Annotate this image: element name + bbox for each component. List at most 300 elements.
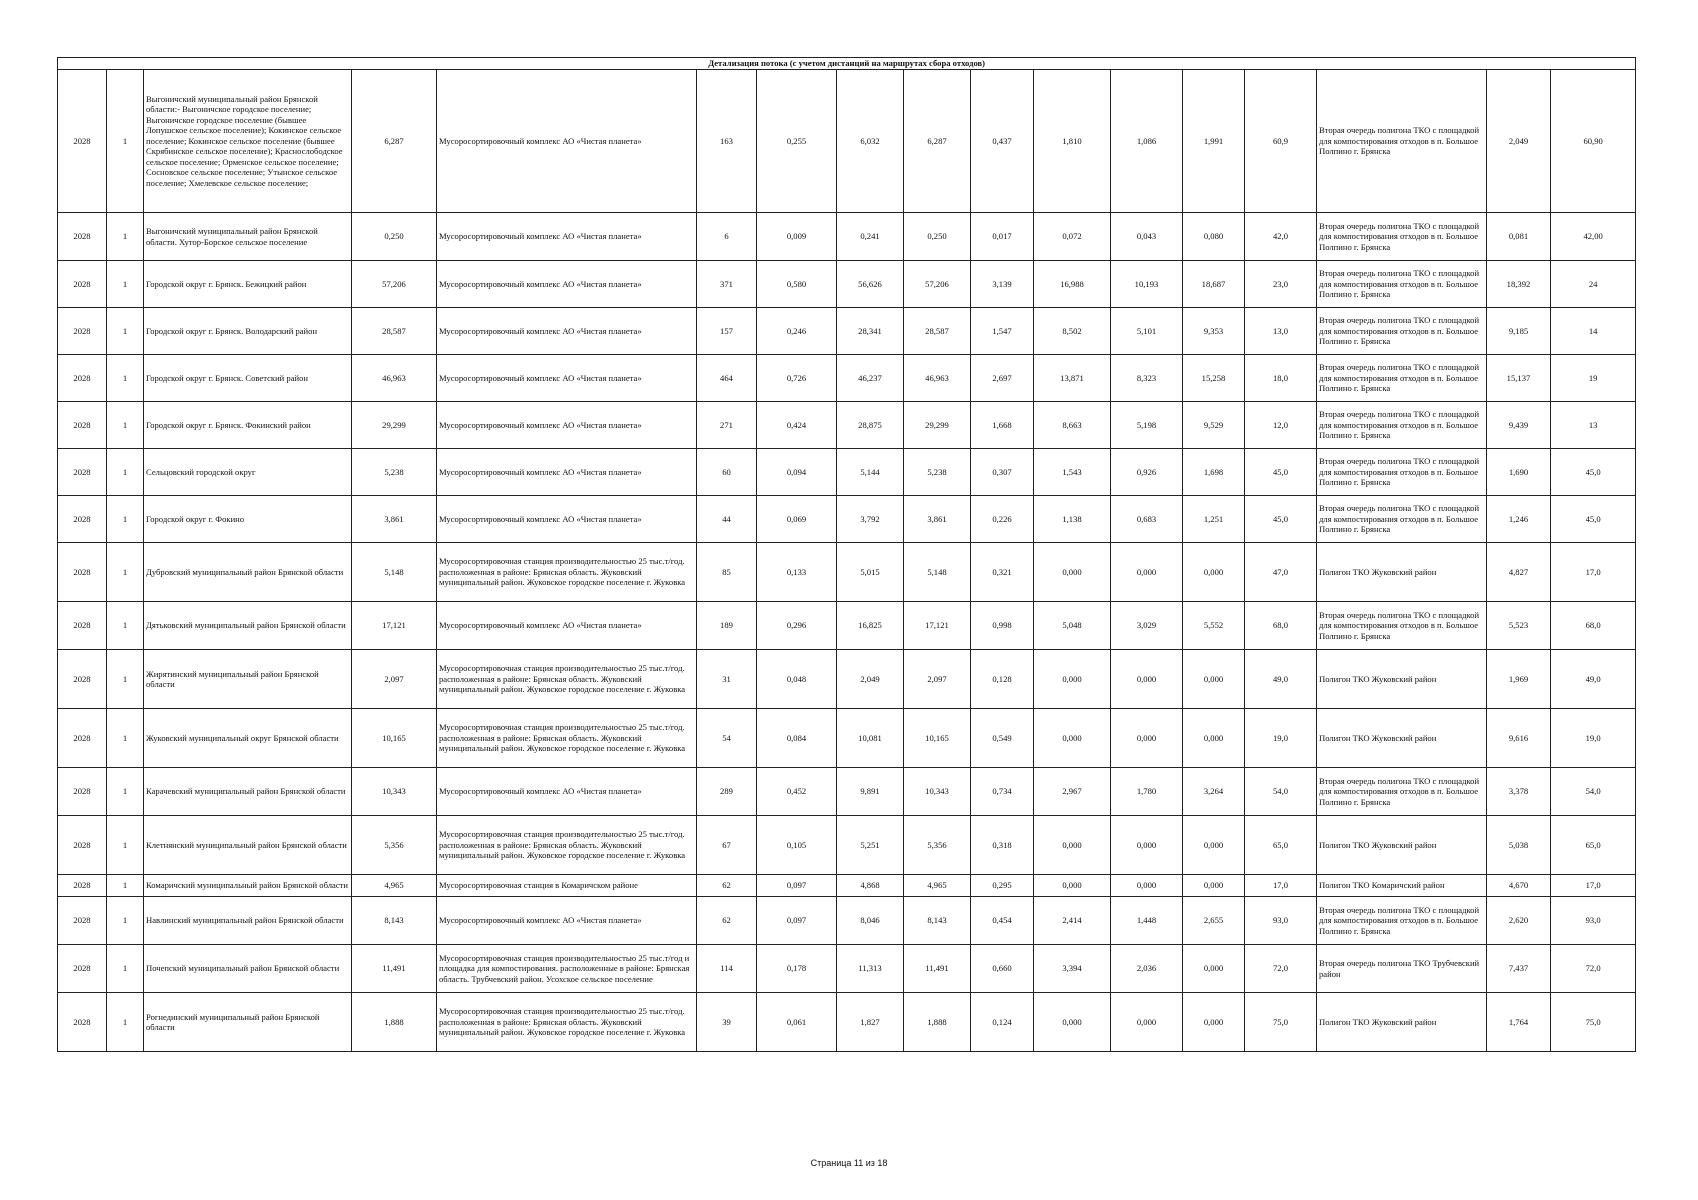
municipality-cell: Рогнединский муниципальный район Брянской области bbox=[144, 993, 352, 1052]
flow-detail-table bbox=[57, 57, 1636, 1052]
value-b-cell: 2,049 bbox=[837, 650, 904, 709]
distance-cell: 93,0 bbox=[1245, 897, 1317, 945]
trips-cell: 6 bbox=[697, 213, 757, 261]
value-b-cell: 9,891 bbox=[837, 768, 904, 816]
value-f-cell: 2,036 bbox=[1111, 945, 1183, 993]
value-d-cell: 0,295 bbox=[971, 875, 1034, 897]
queue-cell: 1 bbox=[107, 768, 144, 816]
value-d-cell: 0,998 bbox=[971, 602, 1034, 650]
value-g-cell: 0,000 bbox=[1183, 945, 1245, 993]
trips-cell: 54 bbox=[697, 709, 757, 768]
value-f-cell: 0,000 bbox=[1111, 650, 1183, 709]
value-e-cell: 0,072 bbox=[1034, 213, 1111, 261]
mass-total-cell: 2,097 bbox=[352, 650, 437, 709]
landfill-cell: Вторая очередь полигона ТКО с площадкой для компостирования отходов в п. Большое Полпино г. Брянска bbox=[1317, 70, 1487, 213]
value-d-cell: 0,318 bbox=[971, 816, 1034, 875]
mass-total-cell: 5,238 bbox=[352, 449, 437, 496]
value-b-cell: 56,626 bbox=[837, 261, 904, 308]
queue-cell: 1 bbox=[107, 308, 144, 355]
value-e-cell: 1,138 bbox=[1034, 496, 1111, 543]
trips-cell: 289 bbox=[697, 768, 757, 816]
landfill-mass-cell: 18,392 bbox=[1487, 261, 1551, 308]
mass-total-cell: 17,121 bbox=[352, 602, 437, 650]
value-e-cell: 0,000 bbox=[1034, 875, 1111, 897]
value-b-cell: 28,341 bbox=[837, 308, 904, 355]
landfill-mass-cell: 15,137 bbox=[1487, 355, 1551, 402]
value-g-cell: 0,000 bbox=[1183, 650, 1245, 709]
landfill-mass-cell: 7,437 bbox=[1487, 945, 1551, 993]
facility-cell: Мусоросортировочная станция производительностью 25 тыс.т/год. расположенная в районе: Брянская область. Жуковский муниципальный район. Жуковское городское поселение г. Жуковка bbox=[437, 993, 697, 1052]
municipality-cell: Городской округ г. Брянск. Советский район bbox=[144, 355, 352, 402]
landfill-distance-cell: 45,0 bbox=[1551, 496, 1636, 543]
table-row bbox=[58, 355, 1636, 402]
table-row bbox=[58, 496, 1636, 543]
landfill-mass-cell: 4,827 bbox=[1487, 543, 1551, 602]
value-b-cell: 46,237 bbox=[837, 355, 904, 402]
landfill-cell: Полигон ТКО Жуковский район bbox=[1317, 709, 1487, 768]
distance-cell: 75,0 bbox=[1245, 993, 1317, 1052]
value-g-cell: 1,991 bbox=[1183, 70, 1245, 213]
landfill-mass-cell: 5,523 bbox=[1487, 602, 1551, 650]
mass-total-cell: 5,148 bbox=[352, 543, 437, 602]
landfill-cell: Вторая очередь полигона ТКО с площадкой для компостирования отходов в п. Большое Полпино г. Брянска bbox=[1317, 897, 1487, 945]
distance-cell: 45,0 bbox=[1245, 496, 1317, 543]
value-d-cell: 2,697 bbox=[971, 355, 1034, 402]
value-c-cell: 29,299 bbox=[904, 402, 971, 449]
value-g-cell: 0,000 bbox=[1183, 875, 1245, 897]
table-row bbox=[58, 308, 1636, 355]
value-f-cell: 1,448 bbox=[1111, 897, 1183, 945]
landfill-cell: Вторая очередь полигона ТКО с площадкой для компостирования отходов в п. Большое Полпино г. Брянска bbox=[1317, 213, 1487, 261]
value-a-cell: 0,178 bbox=[757, 945, 837, 993]
value-c-cell: 46,963 bbox=[904, 355, 971, 402]
landfill-distance-cell: 17,0 bbox=[1551, 543, 1636, 602]
year-cell: 2028 bbox=[58, 709, 107, 768]
landfill-cell: Вторая очередь полигона ТКО с площадкой для компостирования отходов в п. Большое Полпино г. Брянска bbox=[1317, 355, 1487, 402]
municipality-cell: Дубровский муниципальный район Брянской области bbox=[144, 543, 352, 602]
trips-cell: 67 bbox=[697, 816, 757, 875]
distance-cell: 18,0 bbox=[1245, 355, 1317, 402]
mass-total-cell: 8,143 bbox=[352, 897, 437, 945]
value-g-cell: 1,251 bbox=[1183, 496, 1245, 543]
value-c-cell: 10,343 bbox=[904, 768, 971, 816]
mass-total-cell: 10,165 bbox=[352, 709, 437, 768]
value-d-cell: 1,547 bbox=[971, 308, 1034, 355]
value-b-cell: 5,144 bbox=[837, 449, 904, 496]
facility-cell: Мусоросортировочный комплекс АО «Чистая планета» bbox=[437, 213, 697, 261]
landfill-distance-cell: 14 bbox=[1551, 308, 1636, 355]
municipality-cell: Городской округ г. Брянск. Бежицкий район bbox=[144, 261, 352, 308]
value-d-cell: 3,139 bbox=[971, 261, 1034, 308]
value-g-cell: 0,000 bbox=[1183, 993, 1245, 1052]
value-b-cell: 8,046 bbox=[837, 897, 904, 945]
queue-cell: 1 bbox=[107, 543, 144, 602]
table-row bbox=[58, 993, 1636, 1052]
municipality-cell: Городской округ г. Брянск. Фокинский район bbox=[144, 402, 352, 449]
value-f-cell: 8,323 bbox=[1111, 355, 1183, 402]
landfill-mass-cell: 9,185 bbox=[1487, 308, 1551, 355]
value-d-cell: 1,668 bbox=[971, 402, 1034, 449]
mass-total-cell: 46,963 bbox=[352, 355, 437, 402]
landfill-mass-cell: 0,081 bbox=[1487, 213, 1551, 261]
year-cell: 2028 bbox=[58, 768, 107, 816]
queue-cell: 1 bbox=[107, 70, 144, 213]
value-b-cell: 4,868 bbox=[837, 875, 904, 897]
value-g-cell: 0,080 bbox=[1183, 213, 1245, 261]
value-d-cell: 0,017 bbox=[971, 213, 1034, 261]
value-a-cell: 0,105 bbox=[757, 816, 837, 875]
municipality-cell: Комаричский муниципальный район Брянской области bbox=[144, 875, 352, 897]
value-a-cell: 0,726 bbox=[757, 355, 837, 402]
year-cell: 2028 bbox=[58, 449, 107, 496]
value-e-cell: 0,000 bbox=[1034, 709, 1111, 768]
value-g-cell: 2,655 bbox=[1183, 897, 1245, 945]
value-a-cell: 0,246 bbox=[757, 308, 837, 355]
municipality-cell: Сельцовский городской округ bbox=[144, 449, 352, 496]
year-cell: 2028 bbox=[58, 355, 107, 402]
municipality-cell: Дятьковский муниципальный район Брянской области bbox=[144, 602, 352, 650]
value-f-cell: 5,101 bbox=[1111, 308, 1183, 355]
value-a-cell: 0,084 bbox=[757, 709, 837, 768]
value-e-cell: 2,414 bbox=[1034, 897, 1111, 945]
landfill-cell: Полигон ТКО Жуковский район bbox=[1317, 543, 1487, 602]
landfill-distance-cell: 19,0 bbox=[1551, 709, 1636, 768]
value-a-cell: 0,094 bbox=[757, 449, 837, 496]
table-row bbox=[58, 261, 1636, 308]
value-c-cell: 10,165 bbox=[904, 709, 971, 768]
municipality-cell: Клетнянский муниципальный район Брянской области bbox=[144, 816, 352, 875]
landfill-cell: Вторая очередь полигона ТКО Трубчевский район bbox=[1317, 945, 1487, 993]
value-e-cell: 13,871 bbox=[1034, 355, 1111, 402]
trips-cell: 31 bbox=[697, 650, 757, 709]
table-row bbox=[58, 768, 1636, 816]
trips-cell: 60 bbox=[697, 449, 757, 496]
value-a-cell: 0,097 bbox=[757, 897, 837, 945]
value-e-cell: 0,000 bbox=[1034, 543, 1111, 602]
value-e-cell: 5,048 bbox=[1034, 602, 1111, 650]
municipality-cell: Жирятинский муниципальный район Брянской области bbox=[144, 650, 352, 709]
value-c-cell: 57,206 bbox=[904, 261, 971, 308]
facility-cell: Мусоросортировочный комплекс АО «Чистая планета» bbox=[437, 402, 697, 449]
landfill-distance-cell: 24 bbox=[1551, 261, 1636, 308]
municipality-cell: Почепский муниципальный район Брянской области bbox=[144, 945, 352, 993]
value-c-cell: 6,287 bbox=[904, 70, 971, 213]
trips-cell: 85 bbox=[697, 543, 757, 602]
trips-cell: 39 bbox=[697, 993, 757, 1052]
municipality-cell: Выгоничский муниципальный район Брянской области. Хутор-Борское сельское поселение bbox=[144, 213, 352, 261]
year-cell: 2028 bbox=[58, 875, 107, 897]
value-f-cell: 3,029 bbox=[1111, 602, 1183, 650]
municipality-cell: Выгоничский муниципальный район Брянской области:- Выгоничское городское поселение; Выгоничское городское поселение (бывшее Лопушское сельское поселение); Кокинское сельское поселение; Кокинское сельское поселение (бывшее Скрябинское сельское поселение); Краснослободское сельское поселение; Орменское сельское поселение; Сосновское сельское поселение; Утынское сельское поселение; Хмелевское сельское поселение; bbox=[144, 70, 352, 213]
landfill-cell: Полигон ТКО Жуковский район bbox=[1317, 650, 1487, 709]
trips-cell: 157 bbox=[697, 308, 757, 355]
landfill-distance-cell: 13 bbox=[1551, 402, 1636, 449]
table-row bbox=[58, 650, 1636, 709]
value-e-cell: 0,000 bbox=[1034, 993, 1111, 1052]
trips-cell: 271 bbox=[697, 402, 757, 449]
queue-cell: 1 bbox=[107, 355, 144, 402]
year-cell: 2028 bbox=[58, 650, 107, 709]
value-c-cell: 5,238 bbox=[904, 449, 971, 496]
value-e-cell: 3,394 bbox=[1034, 945, 1111, 993]
queue-cell: 1 bbox=[107, 449, 144, 496]
landfill-cell: Вторая очередь полигона ТКО с площадкой для компостирования отходов в п. Большое Полпино г. Брянска bbox=[1317, 449, 1487, 496]
value-f-cell: 10,193 bbox=[1111, 261, 1183, 308]
mass-total-cell: 57,206 bbox=[352, 261, 437, 308]
landfill-mass-cell: 1,969 bbox=[1487, 650, 1551, 709]
distance-cell: 13,0 bbox=[1245, 308, 1317, 355]
distance-cell: 45,0 bbox=[1245, 449, 1317, 496]
mass-total-cell: 0,250 bbox=[352, 213, 437, 261]
mass-total-cell: 3,861 bbox=[352, 496, 437, 543]
value-a-cell: 0,097 bbox=[757, 875, 837, 897]
value-a-cell: 0,048 bbox=[757, 650, 837, 709]
value-a-cell: 0,452 bbox=[757, 768, 837, 816]
queue-cell: 1 bbox=[107, 875, 144, 897]
year-cell: 2028 bbox=[58, 543, 107, 602]
value-a-cell: 0,133 bbox=[757, 543, 837, 602]
table-row bbox=[58, 897, 1636, 945]
value-d-cell: 0,226 bbox=[971, 496, 1034, 543]
value-c-cell: 4,965 bbox=[904, 875, 971, 897]
table-row bbox=[58, 402, 1636, 449]
value-b-cell: 28,875 bbox=[837, 402, 904, 449]
value-f-cell: 1,780 bbox=[1111, 768, 1183, 816]
value-e-cell: 0,000 bbox=[1034, 816, 1111, 875]
value-g-cell: 0,000 bbox=[1183, 709, 1245, 768]
municipality-cell: Городской округ г. Фокино bbox=[144, 496, 352, 543]
value-b-cell: 5,015 bbox=[837, 543, 904, 602]
value-d-cell: 0,549 bbox=[971, 709, 1034, 768]
year-cell: 2028 bbox=[58, 897, 107, 945]
facility-cell: Мусоросортировочный комплекс АО «Чистая планета» bbox=[437, 308, 697, 355]
table-row bbox=[58, 709, 1636, 768]
table-row bbox=[58, 945, 1636, 993]
value-f-cell: 1,086 bbox=[1111, 70, 1183, 213]
value-f-cell: 5,198 bbox=[1111, 402, 1183, 449]
value-f-cell: 0,000 bbox=[1111, 875, 1183, 897]
value-f-cell: 0,926 bbox=[1111, 449, 1183, 496]
facility-cell: Мусоросортировочная станция в Комаричском районе bbox=[437, 875, 697, 897]
landfill-distance-cell: 60,90 bbox=[1551, 70, 1636, 213]
value-g-cell: 5,552 bbox=[1183, 602, 1245, 650]
value-a-cell: 0,296 bbox=[757, 602, 837, 650]
value-d-cell: 0,124 bbox=[971, 993, 1034, 1052]
table-header-title: Детализация потока (с учетом дистанций на маршрутах сбора отходов) bbox=[58, 58, 1636, 70]
queue-cell: 1 bbox=[107, 650, 144, 709]
municipality-cell: Жуковский муниципальный округ Брянской области bbox=[144, 709, 352, 768]
value-c-cell: 8,143 bbox=[904, 897, 971, 945]
table-row bbox=[58, 70, 1636, 213]
landfill-mass-cell: 1,764 bbox=[1487, 993, 1551, 1052]
value-b-cell: 3,792 bbox=[837, 496, 904, 543]
value-g-cell: 1,698 bbox=[1183, 449, 1245, 496]
facility-cell: Мусоросортировочный комплекс АО «Чистая планета» bbox=[437, 768, 697, 816]
landfill-cell: Вторая очередь полигона ТКО с площадкой для компостирования отходов в п. Большое Полпино г. Брянска bbox=[1317, 496, 1487, 543]
distance-cell: 42,0 bbox=[1245, 213, 1317, 261]
mass-total-cell: 29,299 bbox=[352, 402, 437, 449]
value-f-cell: 0,683 bbox=[1111, 496, 1183, 543]
queue-cell: 1 bbox=[107, 897, 144, 945]
distance-cell: 12,0 bbox=[1245, 402, 1317, 449]
value-g-cell: 0,000 bbox=[1183, 816, 1245, 875]
year-cell: 2028 bbox=[58, 308, 107, 355]
value-a-cell: 0,424 bbox=[757, 402, 837, 449]
queue-cell: 1 bbox=[107, 602, 144, 650]
landfill-distance-cell: 42,00 bbox=[1551, 213, 1636, 261]
value-c-cell: 0,250 bbox=[904, 213, 971, 261]
distance-cell: 72,0 bbox=[1245, 945, 1317, 993]
table-row bbox=[58, 816, 1636, 875]
trips-cell: 464 bbox=[697, 355, 757, 402]
landfill-cell: Вторая очередь полигона ТКО с площадкой для компостирования отходов в п. Большое Полпино г. Брянска bbox=[1317, 402, 1487, 449]
value-c-cell: 5,356 bbox=[904, 816, 971, 875]
trips-cell: 44 bbox=[697, 496, 757, 543]
value-b-cell: 1,827 bbox=[837, 993, 904, 1052]
landfill-cell: Вторая очередь полигона ТКО с площадкой для компостирования отходов в п. Большое Полпино г. Брянска bbox=[1317, 308, 1487, 355]
table-row bbox=[58, 213, 1636, 261]
landfill-cell: Полигон ТКО Жуковский район bbox=[1317, 816, 1487, 875]
trips-cell: 114 bbox=[697, 945, 757, 993]
municipality-cell: Городской округ г. Брянск. Володарский район bbox=[144, 308, 352, 355]
value-b-cell: 6,032 bbox=[837, 70, 904, 213]
value-c-cell: 2,097 bbox=[904, 650, 971, 709]
value-f-cell: 0,000 bbox=[1111, 543, 1183, 602]
value-c-cell: 5,148 bbox=[904, 543, 971, 602]
value-c-cell: 1,888 bbox=[904, 993, 971, 1052]
value-f-cell: 0,000 bbox=[1111, 709, 1183, 768]
table-header-row bbox=[58, 58, 1636, 70]
value-d-cell: 0,307 bbox=[971, 449, 1034, 496]
value-f-cell: 0,000 bbox=[1111, 816, 1183, 875]
distance-cell: 60,9 bbox=[1245, 70, 1317, 213]
landfill-cell: Вторая очередь полигона ТКО с площадкой для компостирования отходов в п. Большое Полпино г. Брянска bbox=[1317, 261, 1487, 308]
value-g-cell: 15,258 bbox=[1183, 355, 1245, 402]
year-cell: 2028 bbox=[58, 993, 107, 1052]
table-row bbox=[58, 875, 1636, 897]
distance-cell: 17,0 bbox=[1245, 875, 1317, 897]
queue-cell: 1 bbox=[107, 945, 144, 993]
landfill-distance-cell: 45,0 bbox=[1551, 449, 1636, 496]
value-g-cell: 3,264 bbox=[1183, 768, 1245, 816]
distance-cell: 47,0 bbox=[1245, 543, 1317, 602]
facility-cell: Мусоросортировочный комплекс АО «Чистая планета» bbox=[437, 897, 697, 945]
facility-cell: Мусоросортировочный комплекс АО «Чистая планета» bbox=[437, 602, 697, 650]
value-d-cell: 0,660 bbox=[971, 945, 1034, 993]
landfill-mass-cell: 1,690 bbox=[1487, 449, 1551, 496]
landfill-cell: Вторая очередь полигона ТКО с площадкой для компостирования отходов в п. Большое Полпино г. Брянска bbox=[1317, 602, 1487, 650]
value-f-cell: 0,000 bbox=[1111, 993, 1183, 1052]
landfill-mass-cell: 9,616 bbox=[1487, 709, 1551, 768]
value-a-cell: 0,580 bbox=[757, 261, 837, 308]
landfill-cell: Полигон ТКО Жуковский район bbox=[1317, 993, 1487, 1052]
table-body bbox=[58, 58, 1636, 1052]
landfill-mass-cell: 9,439 bbox=[1487, 402, 1551, 449]
queue-cell: 1 bbox=[107, 993, 144, 1052]
value-g-cell: 0,000 bbox=[1183, 543, 1245, 602]
value-d-cell: 0,128 bbox=[971, 650, 1034, 709]
facility-cell: Мусоросортировочная станция производительностью 25 тыс.т/год и площадка для компостирования. расположенные в районе: Брянская область. Трубчевский район. Усохское сельское поселение bbox=[437, 945, 697, 993]
facility-cell: Мусоросортировочная станция производительностью 25 тыс.т/год. расположенная в районе: Брянская область. Жуковский муниципальный район. Жуковское городское поселение г. Жуковка bbox=[437, 650, 697, 709]
value-a-cell: 0,061 bbox=[757, 993, 837, 1052]
queue-cell: 1 bbox=[107, 496, 144, 543]
municipality-cell: Карачевский муниципальный район Брянской области bbox=[144, 768, 352, 816]
value-e-cell: 8,502 bbox=[1034, 308, 1111, 355]
distance-cell: 19,0 bbox=[1245, 709, 1317, 768]
landfill-distance-cell: 75,0 bbox=[1551, 993, 1636, 1052]
landfill-distance-cell: 54,0 bbox=[1551, 768, 1636, 816]
landfill-distance-cell: 68,0 bbox=[1551, 602, 1636, 650]
value-e-cell: 2,967 bbox=[1034, 768, 1111, 816]
queue-cell: 1 bbox=[107, 709, 144, 768]
value-b-cell: 16,825 bbox=[837, 602, 904, 650]
landfill-distance-cell: 17,0 bbox=[1551, 875, 1636, 897]
year-cell: 2028 bbox=[58, 602, 107, 650]
value-e-cell: 8,663 bbox=[1034, 402, 1111, 449]
facility-cell: Мусоросортировочный комплекс АО «Чистая планета» bbox=[437, 355, 697, 402]
value-c-cell: 11,491 bbox=[904, 945, 971, 993]
table-row bbox=[58, 543, 1636, 602]
value-g-cell: 9,353 bbox=[1183, 308, 1245, 355]
landfill-distance-cell: 65,0 bbox=[1551, 816, 1636, 875]
value-b-cell: 0,241 bbox=[837, 213, 904, 261]
facility-cell: Мусоросортировочный комплекс АО «Чистая планета» bbox=[437, 449, 697, 496]
municipality-cell: Навлинский муниципальный район Брянской области bbox=[144, 897, 352, 945]
value-c-cell: 17,121 bbox=[904, 602, 971, 650]
distance-cell: 68,0 bbox=[1245, 602, 1317, 650]
value-e-cell: 1,810 bbox=[1034, 70, 1111, 213]
facility-cell: Мусоросортировочная станция производительностью 25 тыс.т/год. расположенная в районе: Брянская область. Жуковский муниципальный район. Жуковское городское поселение г. Жуковка bbox=[437, 543, 697, 602]
mass-total-cell: 11,491 bbox=[352, 945, 437, 993]
value-d-cell: 0,437 bbox=[971, 70, 1034, 213]
value-b-cell: 10,081 bbox=[837, 709, 904, 768]
facility-cell: Мусоросортировочная станция производительностью 25 тыс.т/год. расположенная в районе: Брянская область. Жуковский муниципальный район. Жуковское городское поселение г. Жуковка bbox=[437, 816, 697, 875]
value-g-cell: 9,529 bbox=[1183, 402, 1245, 449]
value-g-cell: 18,687 bbox=[1183, 261, 1245, 308]
table-row bbox=[58, 602, 1636, 650]
value-a-cell: 0,069 bbox=[757, 496, 837, 543]
value-d-cell: 0,454 bbox=[971, 897, 1034, 945]
landfill-mass-cell: 2,620 bbox=[1487, 897, 1551, 945]
landfill-mass-cell: 1,246 bbox=[1487, 496, 1551, 543]
year-cell: 2028 bbox=[58, 402, 107, 449]
landfill-distance-cell: 72,0 bbox=[1551, 945, 1636, 993]
mass-total-cell: 6,287 bbox=[352, 70, 437, 213]
value-c-cell: 3,861 bbox=[904, 496, 971, 543]
value-d-cell: 0,734 bbox=[971, 768, 1034, 816]
mass-total-cell: 10,343 bbox=[352, 768, 437, 816]
facility-cell: Мусоросортировочная станция производительностью 25 тыс.т/год. расположенная в районе: Брянская область. Жуковский муниципальный район. Жуковское городское поселение г. Жуковка bbox=[437, 709, 697, 768]
trips-cell: 163 bbox=[697, 70, 757, 213]
mass-total-cell: 4,965 bbox=[352, 875, 437, 897]
distance-cell: 65,0 bbox=[1245, 816, 1317, 875]
value-a-cell: 0,255 bbox=[757, 70, 837, 213]
year-cell: 2028 bbox=[58, 945, 107, 993]
mass-total-cell: 5,356 bbox=[352, 816, 437, 875]
distance-cell: 49,0 bbox=[1245, 650, 1317, 709]
trips-cell: 62 bbox=[697, 875, 757, 897]
facility-cell: Мусоросортировочный комплекс АО «Чистая планета» bbox=[437, 261, 697, 308]
landfill-mass-cell: 2,049 bbox=[1487, 70, 1551, 213]
queue-cell: 1 bbox=[107, 261, 144, 308]
queue-cell: 1 bbox=[107, 213, 144, 261]
landfill-distance-cell: 93,0 bbox=[1551, 897, 1636, 945]
landfill-mass-cell: 4,670 bbox=[1487, 875, 1551, 897]
value-e-cell: 1,543 bbox=[1034, 449, 1111, 496]
mass-total-cell: 1,888 bbox=[352, 993, 437, 1052]
value-b-cell: 11,313 bbox=[837, 945, 904, 993]
year-cell: 2028 bbox=[58, 261, 107, 308]
